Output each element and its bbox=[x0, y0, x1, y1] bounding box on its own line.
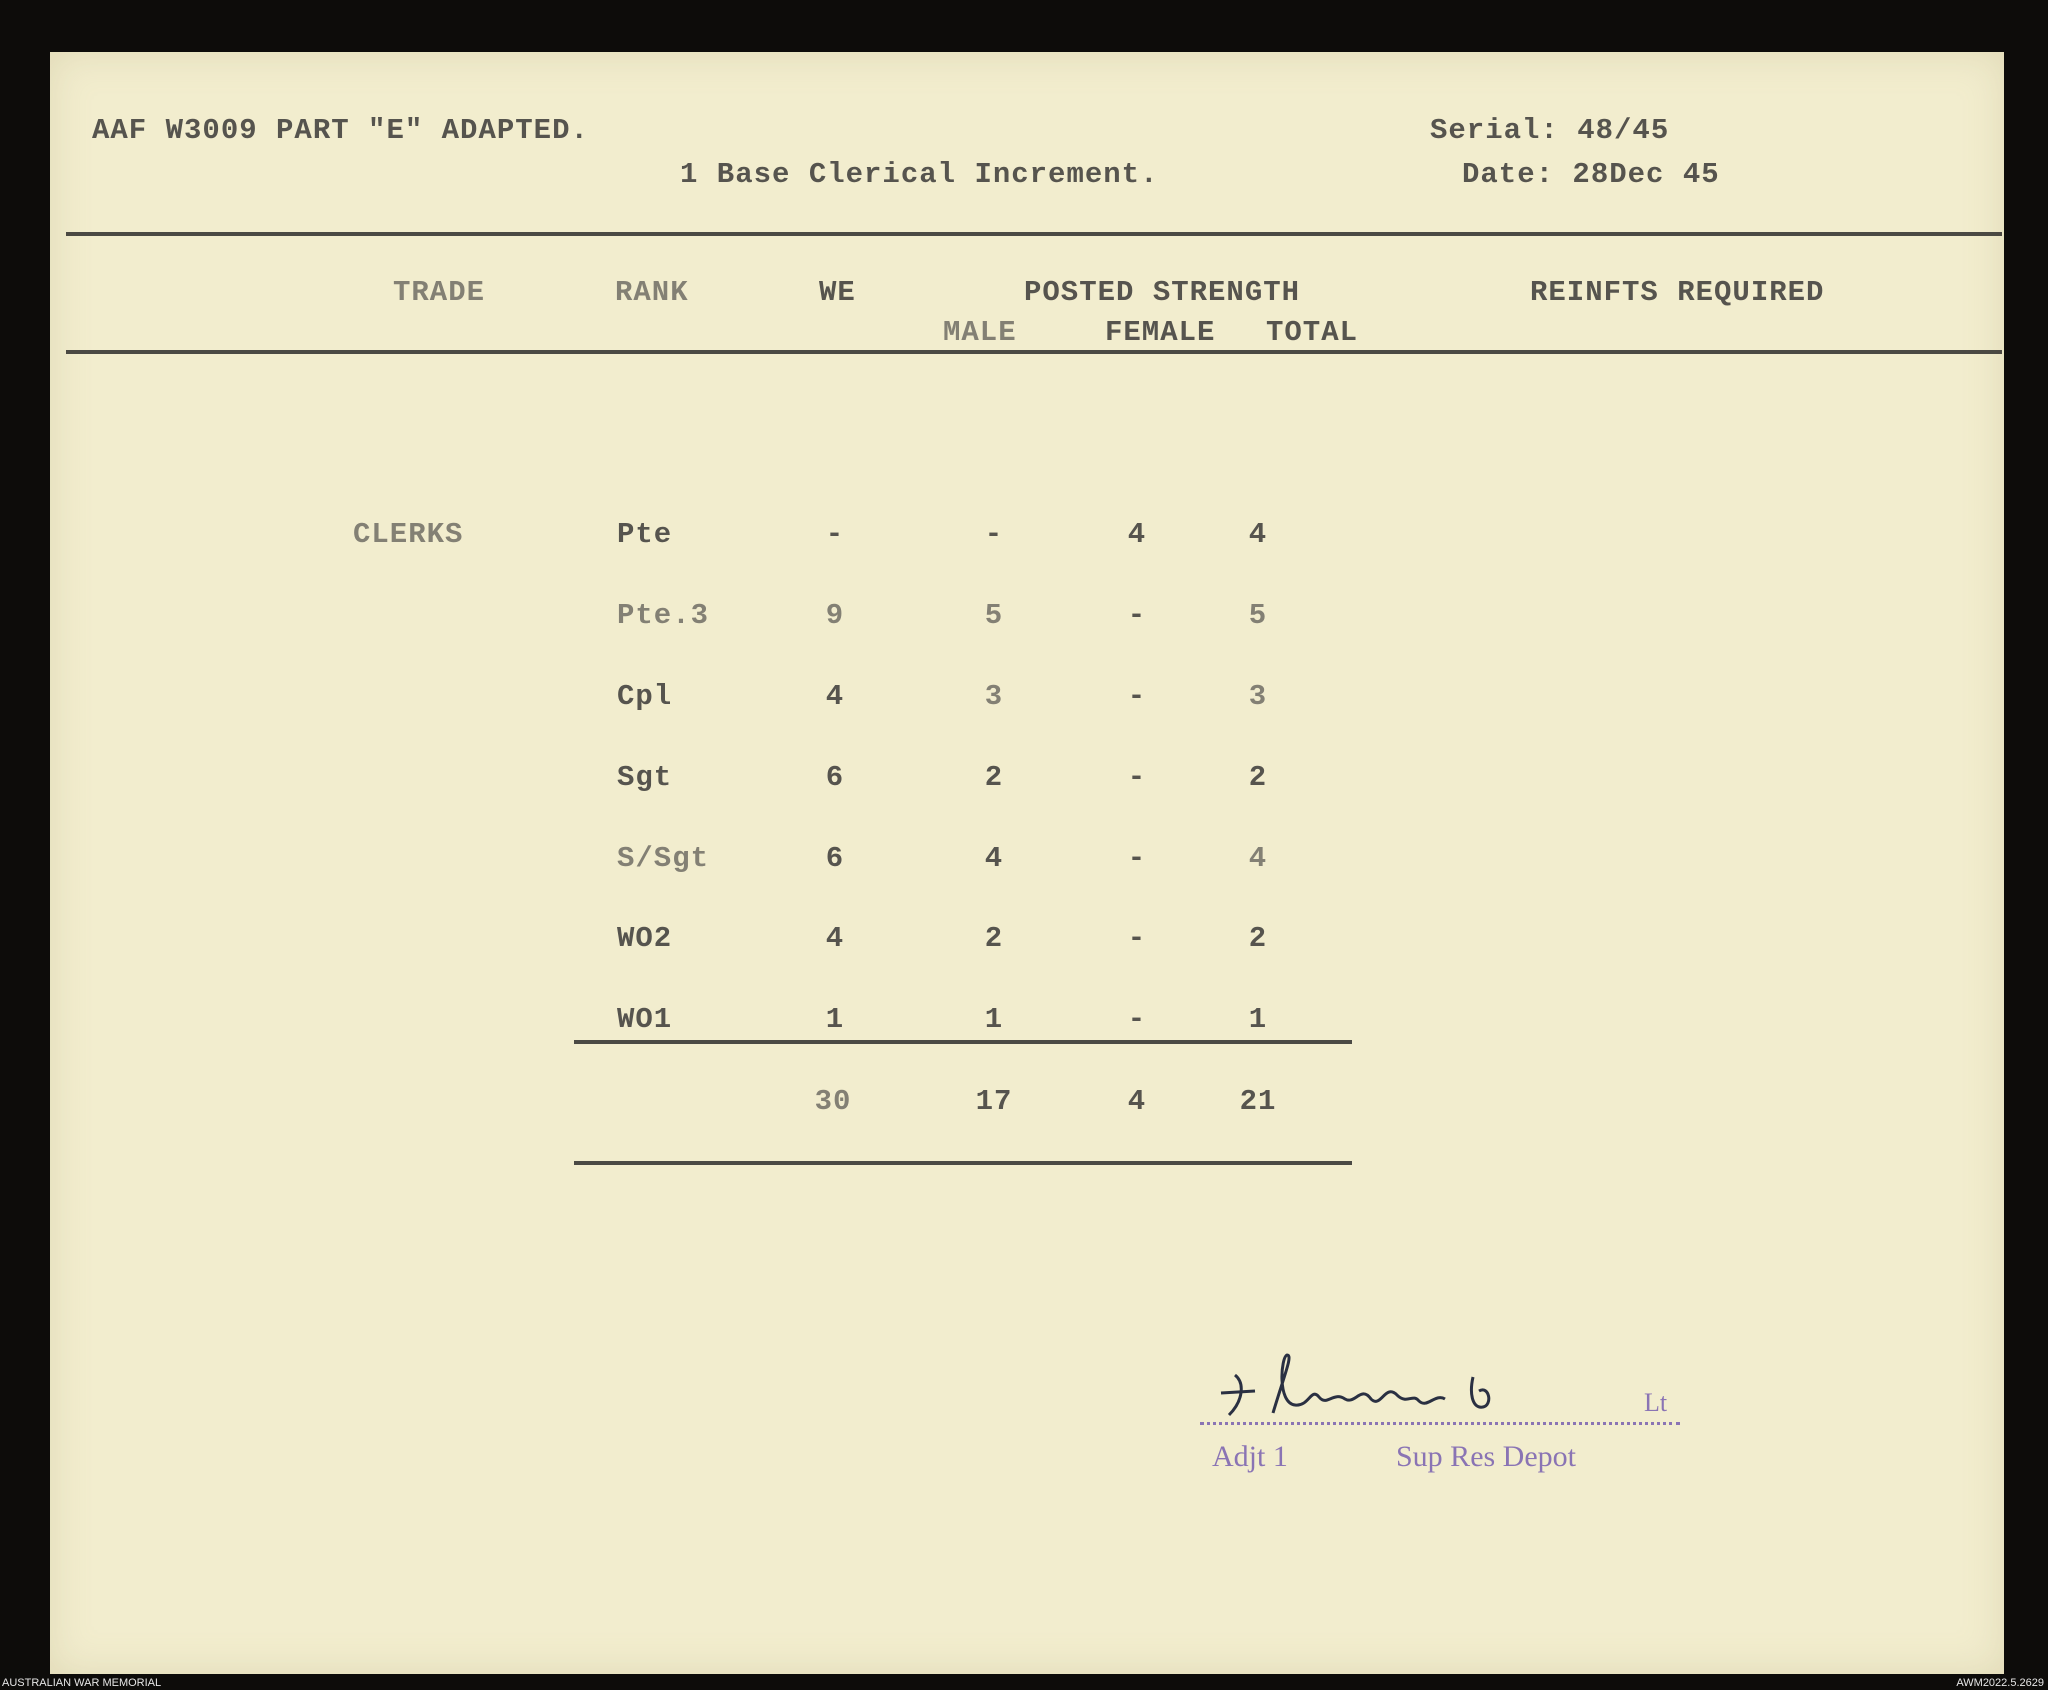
total-we: 30 bbox=[814, 1085, 852, 1118]
we-cell: - bbox=[825, 518, 845, 551]
rank-cell: Sgt bbox=[617, 761, 673, 794]
rank-cell: WO1 bbox=[617, 1003, 673, 1036]
total-cell: 2 bbox=[1248, 922, 1268, 955]
col-total: TOTAL bbox=[1266, 316, 1359, 349]
male-cell: 2 bbox=[984, 761, 1004, 794]
total-cell: 4 bbox=[1248, 518, 1268, 551]
col-reinfts-required: REINFTS REQUIRED bbox=[1530, 276, 1825, 309]
we-cell: 6 bbox=[825, 761, 845, 794]
we-cell: 6 bbox=[825, 842, 845, 875]
female-cell: 4 bbox=[1127, 518, 1147, 551]
total-male: 17 bbox=[975, 1085, 1013, 1118]
female-cell: - bbox=[1127, 599, 1147, 632]
depot-label: Sup Res Depot bbox=[1396, 1440, 1576, 1473]
male-cell: 3 bbox=[984, 680, 1004, 713]
female-cell: - bbox=[1127, 922, 1147, 955]
trade-clerks: CLERKS bbox=[353, 518, 464, 551]
col-posted-strength: POSTED STRENGTH bbox=[1024, 276, 1301, 309]
we-cell: 4 bbox=[825, 922, 845, 955]
total-cell: 4 bbox=[1248, 842, 1268, 875]
total-total: 21 bbox=[1239, 1085, 1277, 1118]
female-cell: - bbox=[1127, 761, 1147, 794]
archive-footer-left: AUSTRALIAN WAR MEMORIAL bbox=[2, 1677, 162, 1689]
we-cell: 9 bbox=[825, 599, 845, 632]
total-cell: 2 bbox=[1248, 761, 1268, 794]
rank-cell: Cpl bbox=[617, 680, 673, 713]
female-cell: - bbox=[1127, 1003, 1147, 1036]
we-cell: 4 bbox=[825, 680, 845, 713]
total-cell: 3 bbox=[1248, 680, 1268, 713]
serial-number: Serial: 48/45 bbox=[1430, 114, 1670, 147]
rank-cell: S/Sgt bbox=[617, 842, 710, 875]
male-cell: 2 bbox=[984, 922, 1004, 955]
total-cell: 5 bbox=[1248, 599, 1268, 632]
female-cell: - bbox=[1127, 680, 1147, 713]
signature-line bbox=[1200, 1422, 1680, 1425]
rank-cell: Pte bbox=[617, 518, 673, 551]
rank-cell: Pte.3 bbox=[617, 599, 710, 632]
col-female: FEMALE bbox=[1105, 316, 1216, 349]
female-cell: - bbox=[1127, 842, 1147, 875]
we-cell: 1 bbox=[825, 1003, 845, 1036]
adjt-label: Adjt 1 bbox=[1212, 1440, 1288, 1473]
header-bottom-rule bbox=[66, 350, 2002, 354]
rank-cell: WO2 bbox=[617, 922, 673, 955]
form-reference: AAF W3009 PART "E" ADAPTED. bbox=[92, 114, 589, 147]
col-male: MALE bbox=[943, 316, 1017, 349]
unit-name: 1 Base Clerical Increment. bbox=[680, 158, 1159, 191]
total-cell: 1 bbox=[1248, 1003, 1268, 1036]
col-rank: RANK bbox=[615, 276, 689, 309]
col-we: WE bbox=[819, 276, 856, 309]
header-top-rule bbox=[66, 232, 2002, 236]
totals-top-rule bbox=[574, 1040, 1352, 1044]
total-female: 4 bbox=[1127, 1085, 1147, 1118]
document-date: Date: 28Dec 45 bbox=[1462, 158, 1720, 191]
male-cell: 1 bbox=[984, 1003, 1004, 1036]
male-cell: - bbox=[984, 518, 1004, 551]
col-trade: TRADE bbox=[393, 276, 486, 309]
archive-footer-right: AWM2022.5.2629 bbox=[1956, 1677, 2044, 1689]
totals-bottom-rule bbox=[574, 1161, 1352, 1165]
male-cell: 5 bbox=[984, 599, 1004, 632]
signature-rank-suffix: Lt bbox=[1644, 1388, 1668, 1417]
male-cell: 4 bbox=[984, 842, 1004, 875]
